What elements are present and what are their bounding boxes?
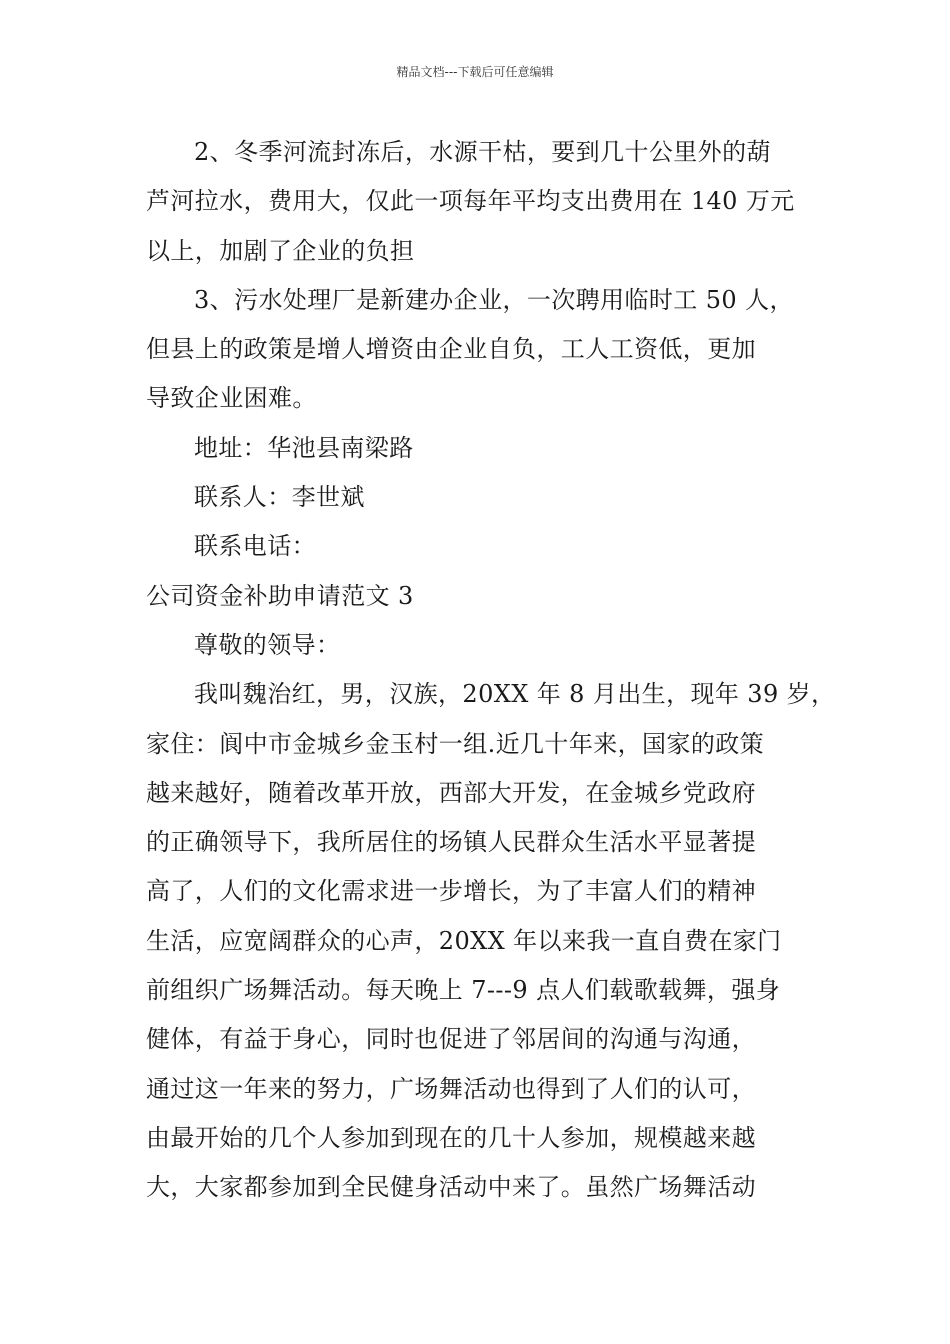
- page-header: 精品文档---下载后可任意编辑: [396, 65, 554, 79]
- text-line: 由最开始的几个人参加到现在的几十人参加，规模越来越: [146, 1123, 756, 1152]
- paragraph-sewage-plant: [146, 276, 814, 424]
- text-line: 我叫魏治红，男，汉族，20XX 年 8 月出生，现年 39 岁，: [194, 680, 836, 709]
- text-line: 前组织广场舞活动。每天晚上 7---9 点人们载歌载舞，强身: [146, 976, 781, 1005]
- letter-salutation: [146, 621, 814, 670]
- text-line: 家住：阆中市金城乡金玉村一组.近几十年来，国家的政策: [146, 729, 765, 758]
- text-line: 芦河拉水，费用大，仅此一项每年平均支出费用在 140 万元: [146, 187, 795, 216]
- salutation-text: 尊敬的领导：: [194, 630, 341, 659]
- text-line: 3、污水处理厂是新建办企业，一次聘用临时工 50 人，: [194, 285, 794, 314]
- text-line: 导致企业困难。: [146, 384, 317, 413]
- section-title: 公司资金补助申请范文 3: [146, 581, 414, 610]
- text-line: 2、冬季河流封冻后，水源干枯，要到几十公里外的葫: [194, 138, 771, 166]
- text-line: 以上，加剧了企业的负担: [146, 236, 415, 265]
- text-line: 高了，人们的文化需求进一步增长，为了丰富人们的精神: [146, 877, 756, 906]
- text-line: 但县上的政策是增人增资由企业自负，工人工资低，更加: [146, 335, 756, 364]
- text-line: 生活，应宽阔群众的心声，20XX 年以来我一直自费在家门: [146, 926, 782, 955]
- contact-phone-text: 联系电话：: [194, 532, 316, 561]
- paragraph-winter-water: [146, 128, 814, 276]
- text-line: 大，大家都参加到全民健身活动中来了。虽然广场舞活动: [146, 1173, 756, 1202]
- text-line: 的正确领导下，我所居住的场镇人民群众生活水平显著提: [146, 828, 756, 857]
- text-line: 健体，有益于身心，同时也促进了邻居间的沟通与沟通，: [146, 1025, 756, 1054]
- text-line: 通过这一年来的努力，广场舞活动也得到了人们的认可，: [146, 1074, 756, 1103]
- contact-phone-line: [146, 522, 814, 571]
- document-body: [146, 128, 836, 1213]
- text-line: 越来越好，随着改革开放，西部大开发，在金城乡党政府: [146, 778, 756, 807]
- address-text: 地址：华池县南梁路: [194, 433, 414, 462]
- letter-body: [146, 670, 836, 1212]
- contact-person-text: 联系人：李世斌: [194, 483, 365, 512]
- address-line: [146, 424, 814, 473]
- contact-person-line: [146, 473, 814, 522]
